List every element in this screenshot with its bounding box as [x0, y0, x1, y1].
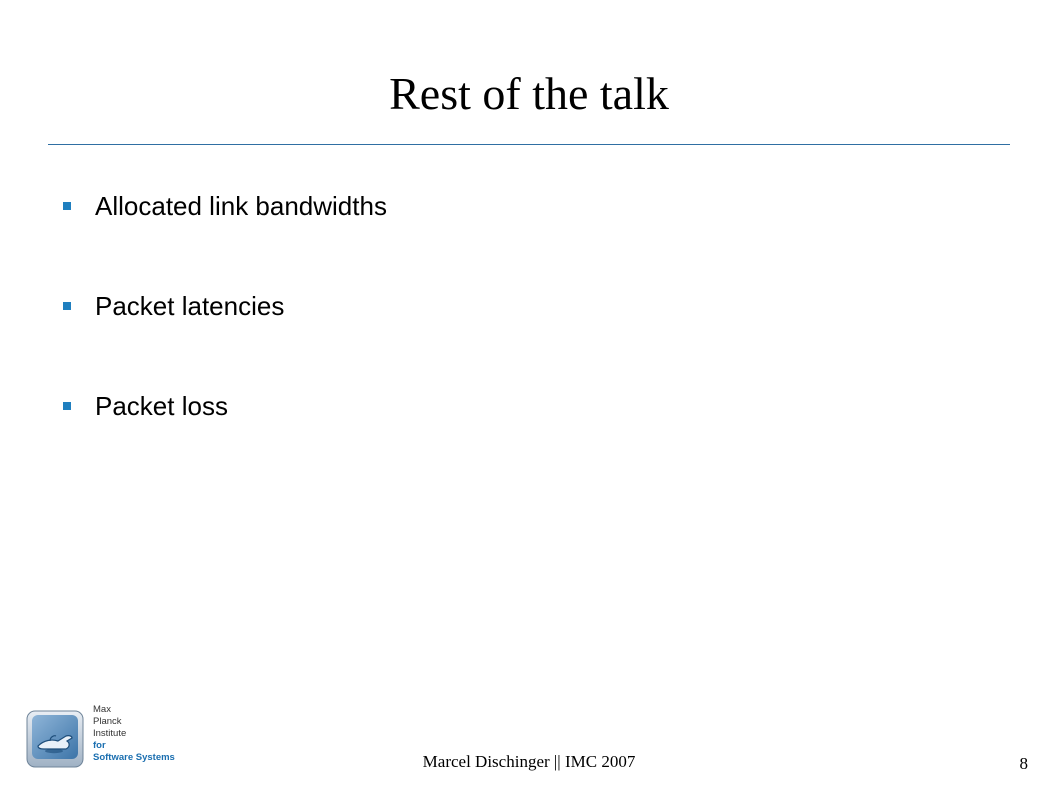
page-number: 8	[1019, 754, 1028, 773]
slide-title: Rest of the talk	[389, 68, 669, 119]
bullet-item	[58, 386, 228, 426]
square-bullet-icon	[63, 302, 71, 310]
bullet-item	[58, 186, 387, 226]
logo-line: for	[93, 740, 106, 751]
bullet-list	[58, 0, 958, 500]
bullet-item	[58, 286, 284, 326]
logo-line: Institute	[93, 728, 127, 739]
logo-line: Software Systems	[93, 752, 175, 763]
bullet-text: Allocated link bandwidths	[95, 191, 387, 221]
bullet-text: Packet latencies	[95, 291, 285, 321]
square-bullet-icon	[63, 402, 71, 410]
logo-line: Planck	[93, 716, 122, 727]
logo-line: Max	[93, 704, 111, 715]
footer-text: Marcel Dischinger || IMC 2007	[422, 752, 636, 771]
bullet-text: Packet loss	[95, 391, 228, 421]
square-bullet-icon	[63, 202, 71, 210]
